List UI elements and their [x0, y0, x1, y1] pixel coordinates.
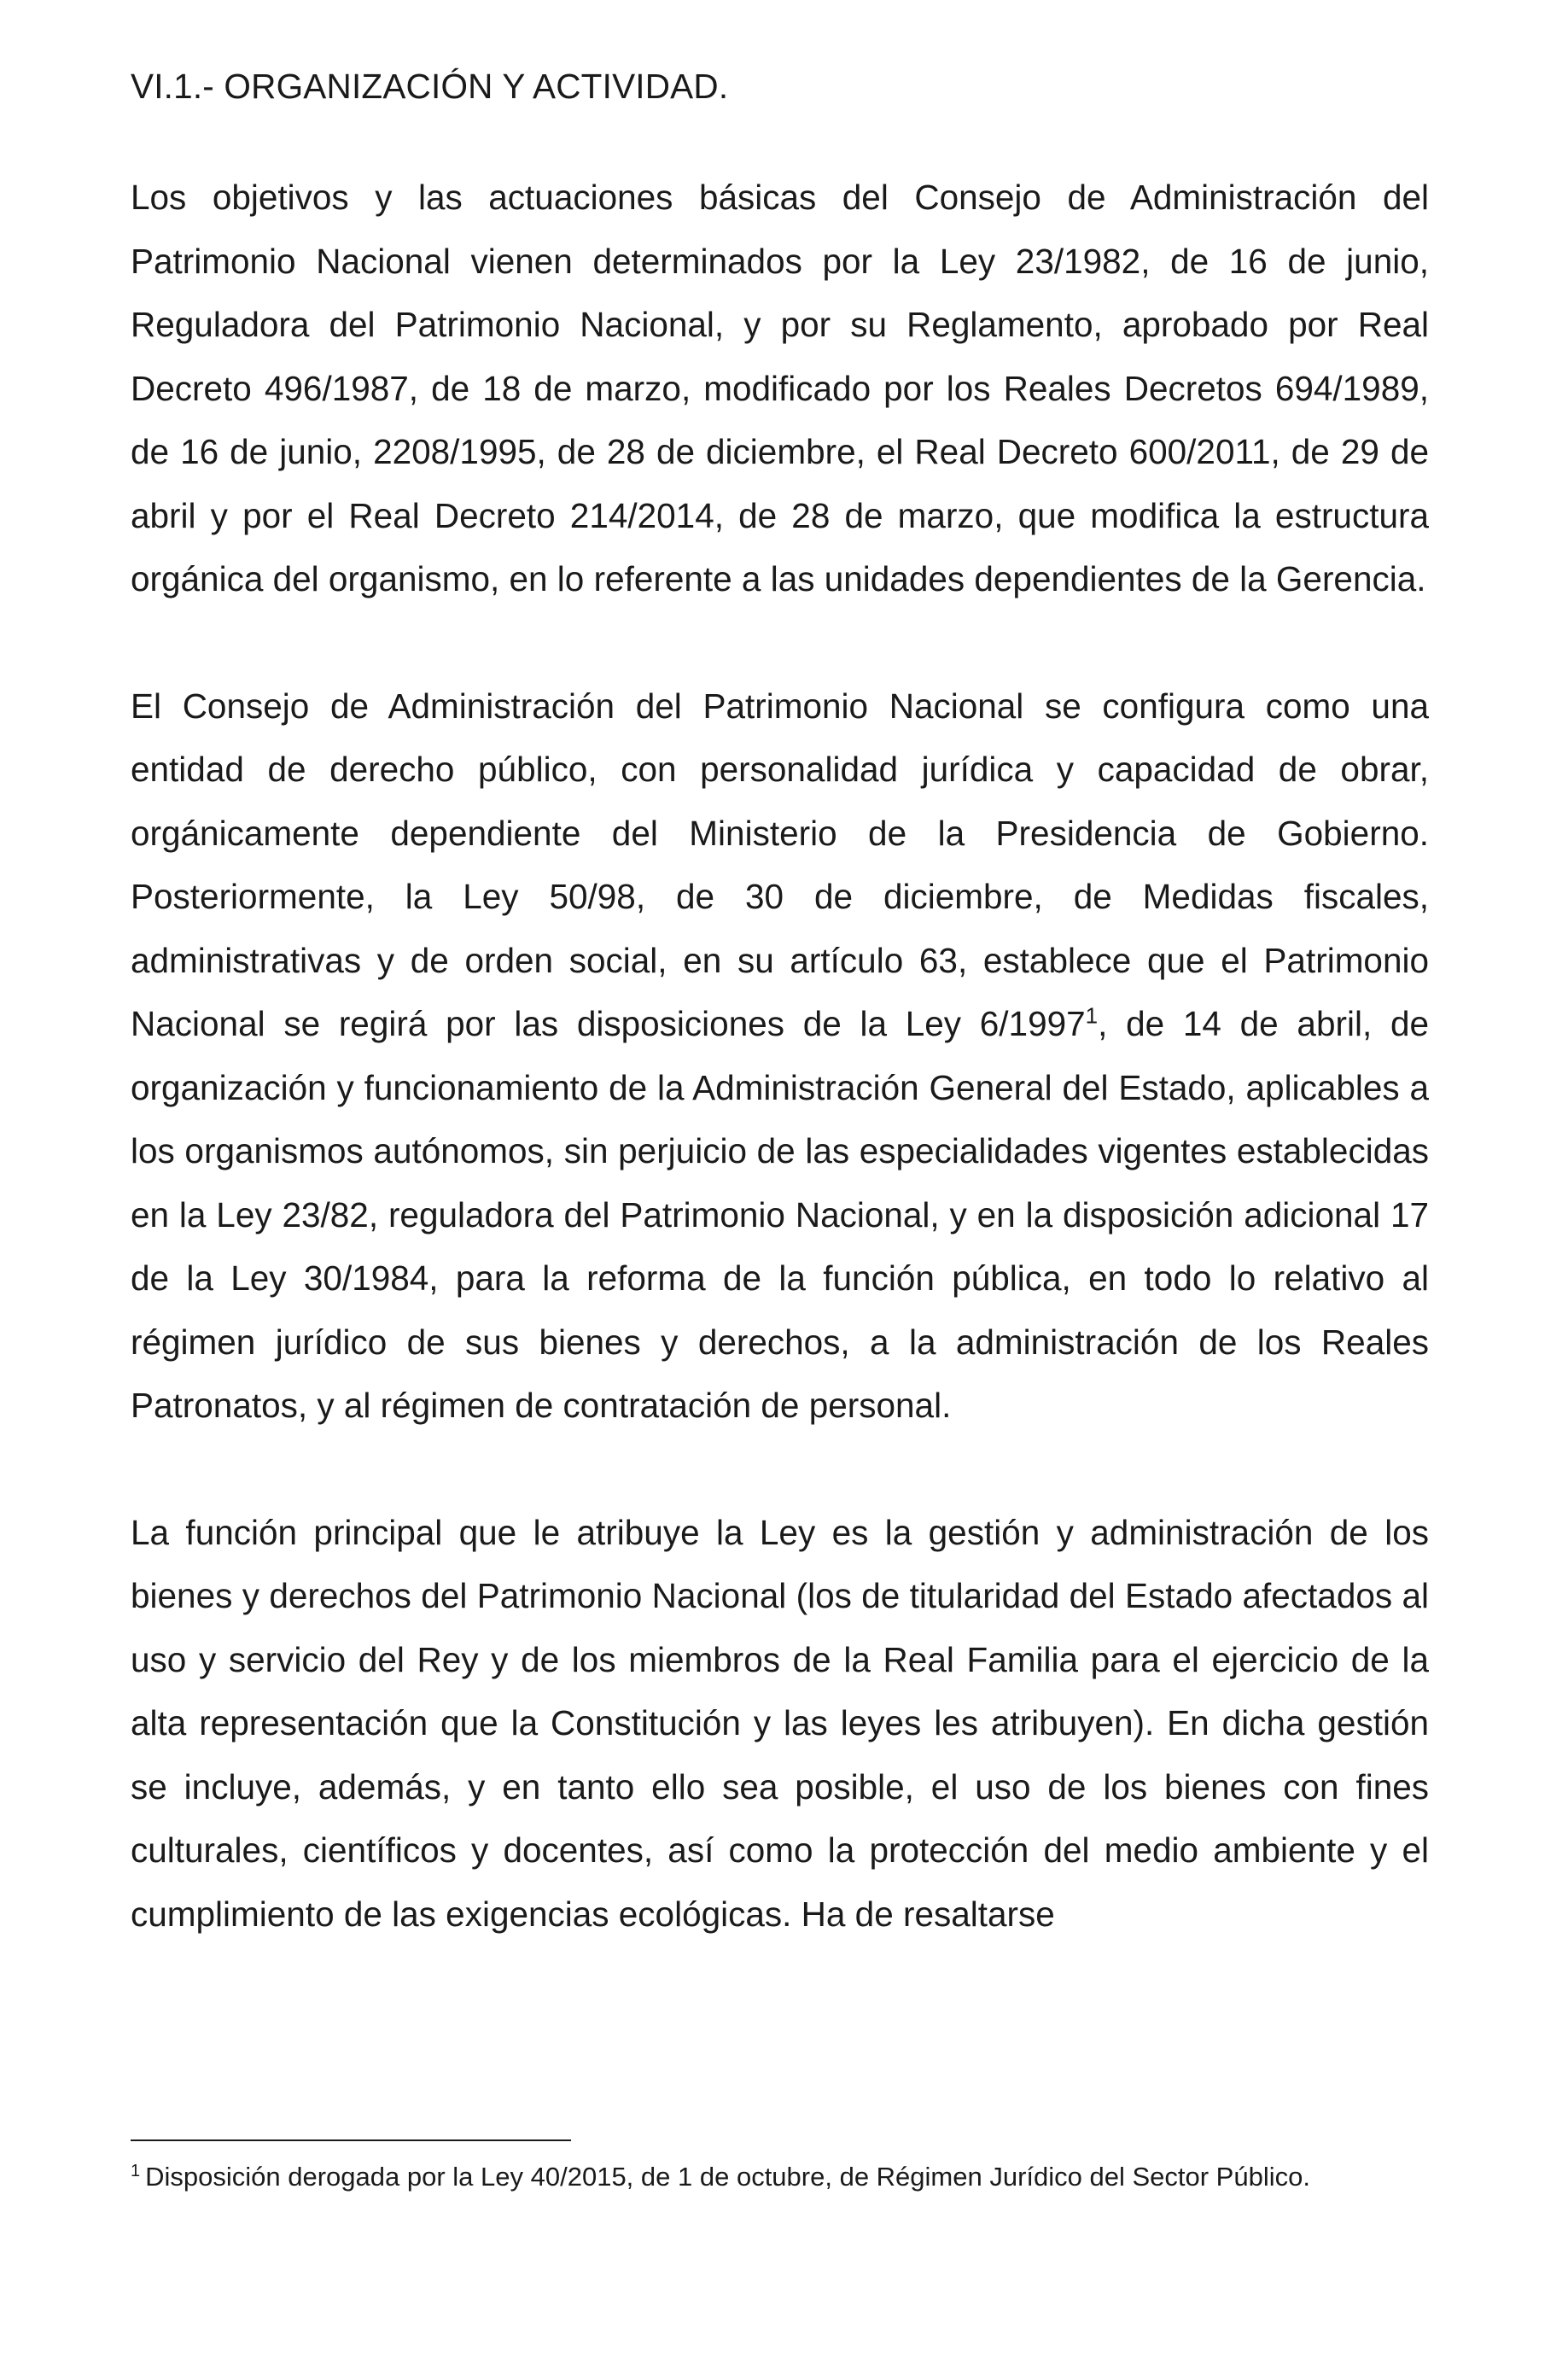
paragraph-legal-nature-text-b: , de 14 de abril, de organización y funcionamiento de la Administración General del Estado, aplicables a los organismos autónomos, sin perjuicio de las especialidades vigentes establecidas en la Ley 23/82, reguladora del Patrimonio Nacional, y en la disposición adicional 17 de la Ley 30/1984, para la reforma de la función pública, en todo lo relativo al régimen jurídico de sus bienes y derechos, a la administración de los Reales Patronatos, y al régimen de contratación de personal. [131, 1004, 1429, 1425]
paragraph-main-function: La función principal que le atribuye la Ley es la gestión y administración de los bienes y derechos del Patrimonio Nacional (los de titularidad del Estado afectados al uso y servicio del Rey y de los miembros de la Real Familia para el ejercicio de la alta representación que la Constitución y las leyes les atribuyen). En dicha gestión se incluye, además, y en tanto ello sea posible, el uso de los bienes con fines culturales, científicos y docentes, así como la protección del medio ambiente y el cumplimiento de las exigencias ecológicas. Ha de resaltarse [131, 1512, 1429, 1934]
footnote-text: Disposición derogada por la Ley 40/2015, de 1 de octubre, de Régimen Jurídico del Sector Público. [145, 2162, 1310, 2192]
section-heading: VI.1.- ORGANIZACIÓN Y ACTIVIDAD. [131, 67, 729, 106]
footnote-divider [131, 2139, 571, 2141]
paragraph-legal-basis: Los objetivos y las actuaciones básicas del Consejo de Administración del Patrimonio Nacional vienen determinados por la Ley 23/1982, de 16 de junio, Reguladora del Patrimonio Nacional, y por su Reglamento, aprobado por Real Decreto 496/1987, de 18 de marzo, modificado por los Reales Decretos 694/1989, de 16 de junio, 2208/1995, de 28 de diciembre, el Real Decreto 600/2011, de 29 de abril y por el Real Decreto 214/2014, de 28 de marzo, que modifica la estructura orgánica del organismo, en lo referente a las unidades dependientes de la Gerencia. [131, 178, 1429, 598]
paragraph-legal-nature-text-a: El Consejo de Administración del Patrimonio Nacional se configura como una entidad de derecho público, con personalidad jurídica y capacidad de obrar, orgánicamente dependiente del Ministerio de la Presidencia de Gobierno. Posteriormente, la Ley 50/98, de 30 de diciembre, de Medidas fiscales, administrativas y de orden social, en su artículo 63, establece que el Patrimonio Nacional se regirá por las disposiciones de la Ley 6/1997 [131, 686, 1429, 1043]
footnote-reference: 1 [1085, 1002, 1099, 1029]
footnote-number: 1 [131, 2161, 141, 2180]
paragraph-legal-nature [131, 674, 1429, 1438]
document-body [131, 55, 1429, 1946]
footnote [131, 2160, 1310, 2194]
